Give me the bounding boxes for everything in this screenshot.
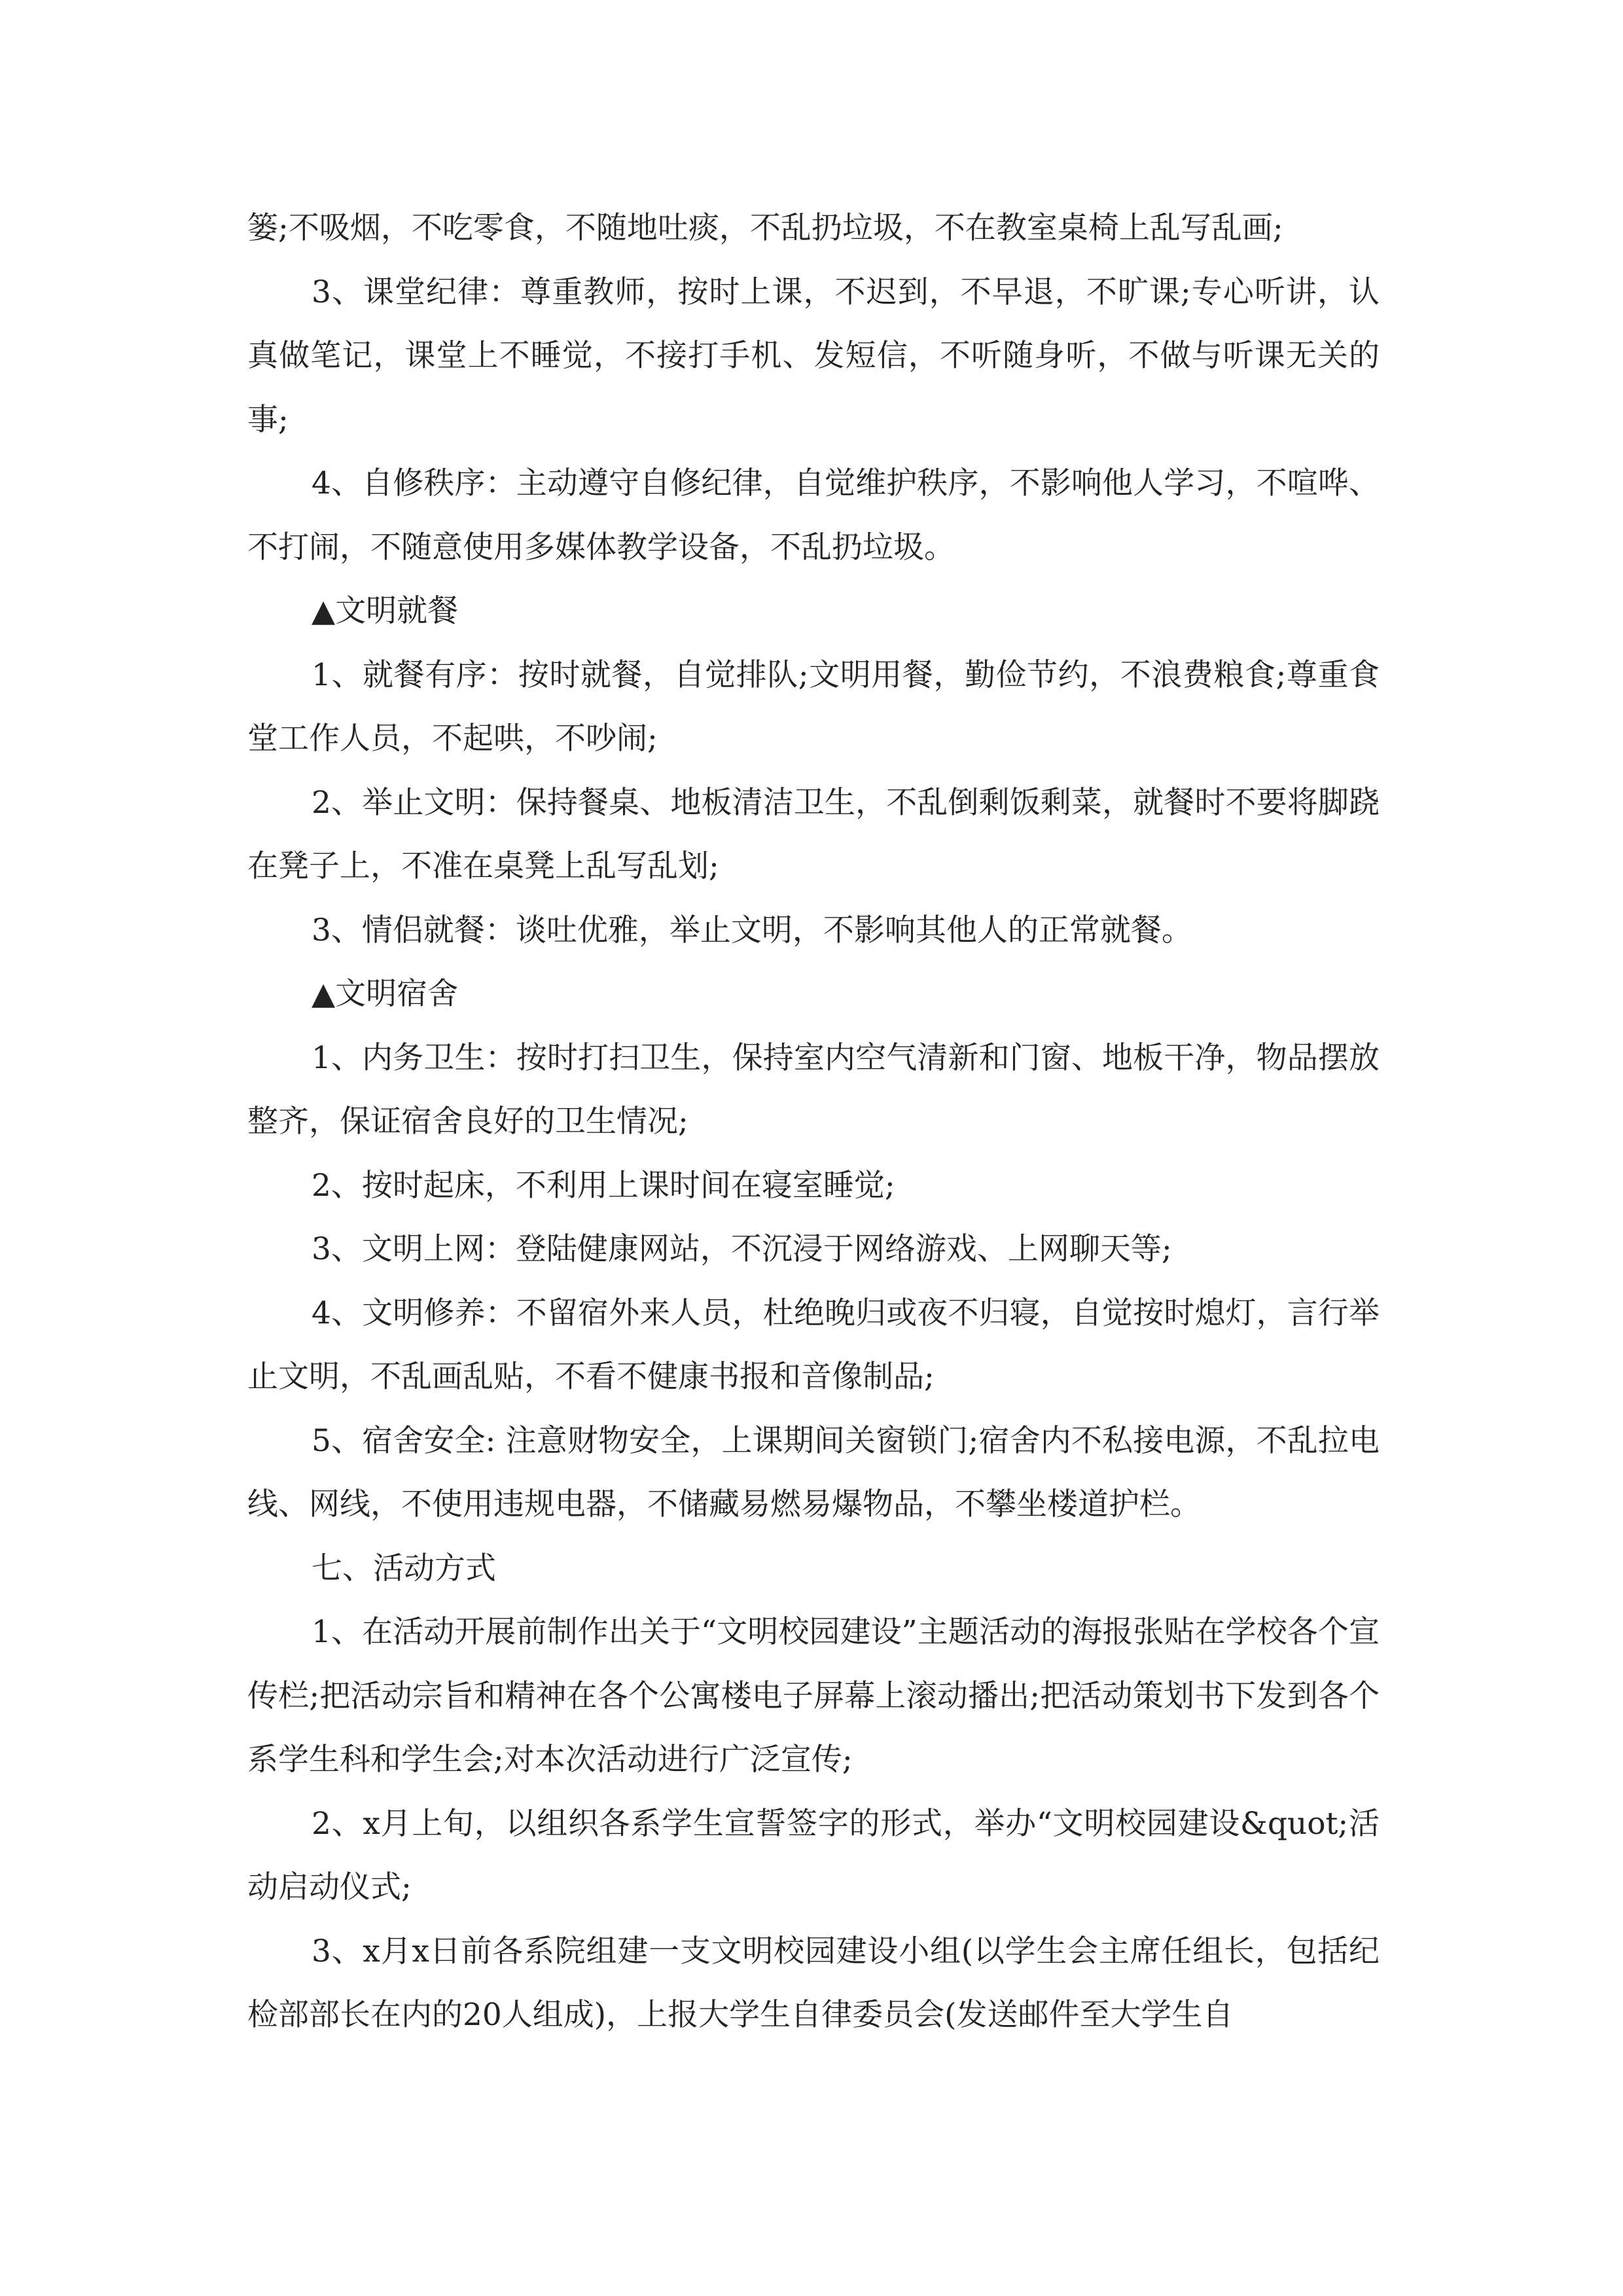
paragraph: 3、x月x日前各系院组建一支文明校园建设小组(以学生会主席任组长，包括纪检部部长在内的20人组成)，上报大学生自律委员会(发送邮件至大学生自 [247,1933,1380,2033]
paragraph: 1、内务卫生：按时打扫卫生，保持室内空气清新和门窗、地板干净，物品摆放整齐，保证宿舍良好的卫生情况; [247,1039,1380,1139]
paragraph: 1、就餐有序：按时就餐，自觉排队;文明用餐，勤俭节约，不浪费粮食;尊重食堂工作人员，不起哄，不吵闹; [247,656,1380,757]
section-heading: 七、活动方式 [312,1550,496,1587]
paragraph: 4、文明修养：不留宿外来人员，杜绝晚归或夜不归寝，自觉按时熄灯，言行举止文明，不乱画乱贴，不看不健康书报和音像制品; [247,1295,1380,1395]
paragraph: 5、宿舍安全: 注意财物安全，上课期间关窗锁门;宿舍内不私接电源，不乱拉电线、网线，不使用违规电器，不储藏易燃易爆物品，不攀坐楼道护栏。 [247,1422,1380,1522]
paragraph: 3、课堂纪律：尊重教师，按时上课，不迟到，不早退，不旷课;专心听讲，认真做笔记，课堂上不睡觉，不接打手机、发短信，不听随身听，不做与听课无关的事; [247,274,1380,438]
paragraph: 3、文明上网：登陆健康网站，不沉浸于网络游戏、上网聊天等; [312,1231,1172,1267]
paragraph: 2、举止文明：保持餐桌、地板清洁卫生，不乱倒剩饭剩菜，就餐时不要将脚跷在凳子上，不准在桌凳上乱写乱划; [247,784,1380,884]
paragraph: 4、自修秩序：主动遵守自修纪律，自觉维护秩序，不影响他人学习，不喧哗、不打闹，不随意使用多媒体教学设备，不乱扔垃圾。 [247,465,1380,565]
section-heading: ▲文明就餐 [312,593,459,629]
section-heading: ▲文明宿舍 [312,976,459,1012]
paragraph: 2、按时起床，不利用上课时间在寝室睡觉; [312,1167,895,1204]
document-body [247,196,1380,2047]
paragraph: 3、情侣就餐：谈吐优雅，举止文明，不影响其他人的正常就餐。 [312,912,1192,948]
paragraph: 1、在活动开展前制作出关于“文明校园建设”主题活动的海报张贴在学校各个宣传栏;把活动宗旨和精神在各个公寓楼电子屏幕上滚动播出;把活动策划书下发到各个系学生科和学生会;对本次活动进行广泛宣传; [247,1614,1380,1778]
paragraph: 2、x月上旬，以组织各系学生宣誓签字的形式，举办“文明校园建设&quot;活动启动仪式; [247,1805,1380,1905]
paragraph: 篓;不吸烟，不吃零食，不随地吐痰，不乱扔垃圾，不在教室桌椅上乱写乱画; [247,210,1283,246]
